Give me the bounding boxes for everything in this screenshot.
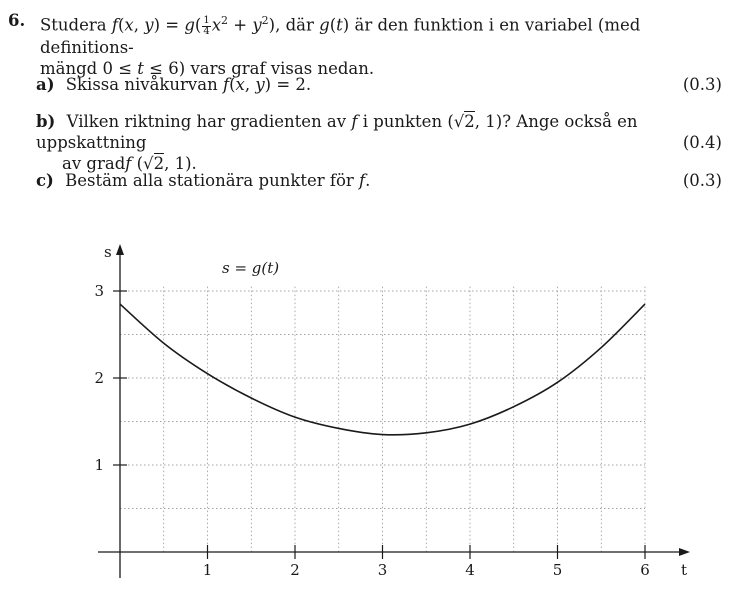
part-b-text2: i punkten — [362, 112, 443, 131]
part-c-text: Bestäm alla stationära punkter för — [65, 171, 354, 190]
ticks — [94, 282, 649, 579]
part-b-points: (0.4) — [682, 133, 722, 152]
stem-text-3: är den funktion i en variabel (med definitions- — [40, 15, 641, 57]
x-tick-label-5: 5 — [552, 561, 563, 579]
stem-text-4: mängd — [40, 58, 98, 78]
x-tick-label-3: 3 — [377, 561, 388, 579]
part-c: c) Bestäm alla stationära punkter för f. (0.3) — [36, 171, 722, 190]
stem-text-5: vars graf visas nedan. — [190, 58, 375, 78]
y-axis-arrow — [116, 244, 124, 255]
stem-text-1: Studera — [40, 15, 107, 35]
y-tick-label-2: 2 — [94, 369, 104, 387]
y-tick-label-1: 1 — [94, 456, 104, 474]
chart-title: s = g(t) — [222, 259, 280, 277]
part-b-text4: av grad — [62, 154, 126, 173]
y-axis-label: s — [104, 243, 112, 261]
part-b-text3: ? Ange också en uppskattning — [36, 112, 638, 152]
y-tick-label-3: 3 — [94, 282, 104, 300]
x-axis-label: t — [681, 561, 688, 579]
part-a-points: (0.3) — [682, 75, 722, 94]
problem-number: 6. — [8, 11, 26, 30]
part-c-label: c) — [36, 171, 54, 190]
x-tick-label-6: 6 — [640, 561, 650, 579]
stem-text-2: där — [285, 15, 314, 35]
math-f-xy: f — [111, 15, 118, 35]
part-b-text: Vilken riktning har gradienten av — [66, 112, 347, 131]
fraction-quarter: $\frac{1}{4}$ — [203, 14, 210, 37]
part-a-label: a) — [36, 75, 55, 94]
part-a-text: Skissa nivåkurvan — [65, 75, 218, 94]
x-axis-arrow — [679, 548, 690, 556]
part-b: b) Vilken riktning har gradienten av f i punkten (√2, 1)? Ange också en uppskattning av gradf (√2, 1). (0.4) — [36, 112, 722, 173]
x-tick-label-2: 2 — [290, 561, 300, 579]
part-a: a) Skissa nivåkurvan f(x, y) = 2. (0.3) — [36, 75, 722, 94]
grid — [120, 287, 645, 552]
part-c-points: (0.3) — [682, 171, 722, 190]
x-tick-label-4: 4 — [465, 561, 475, 579]
x-tick-label-1: 1 — [202, 561, 213, 579]
problem-stem: Studera f(x, y) = g( $\frac{1}{4}$ $x^2 + y^2$), där g(t) är den funktion i en variabel (med definitions- mängd 0 ≤ t ≤ 6) vars graf visas nedan. — [40, 14, 641, 78]
part-b-label: b) — [36, 112, 56, 131]
